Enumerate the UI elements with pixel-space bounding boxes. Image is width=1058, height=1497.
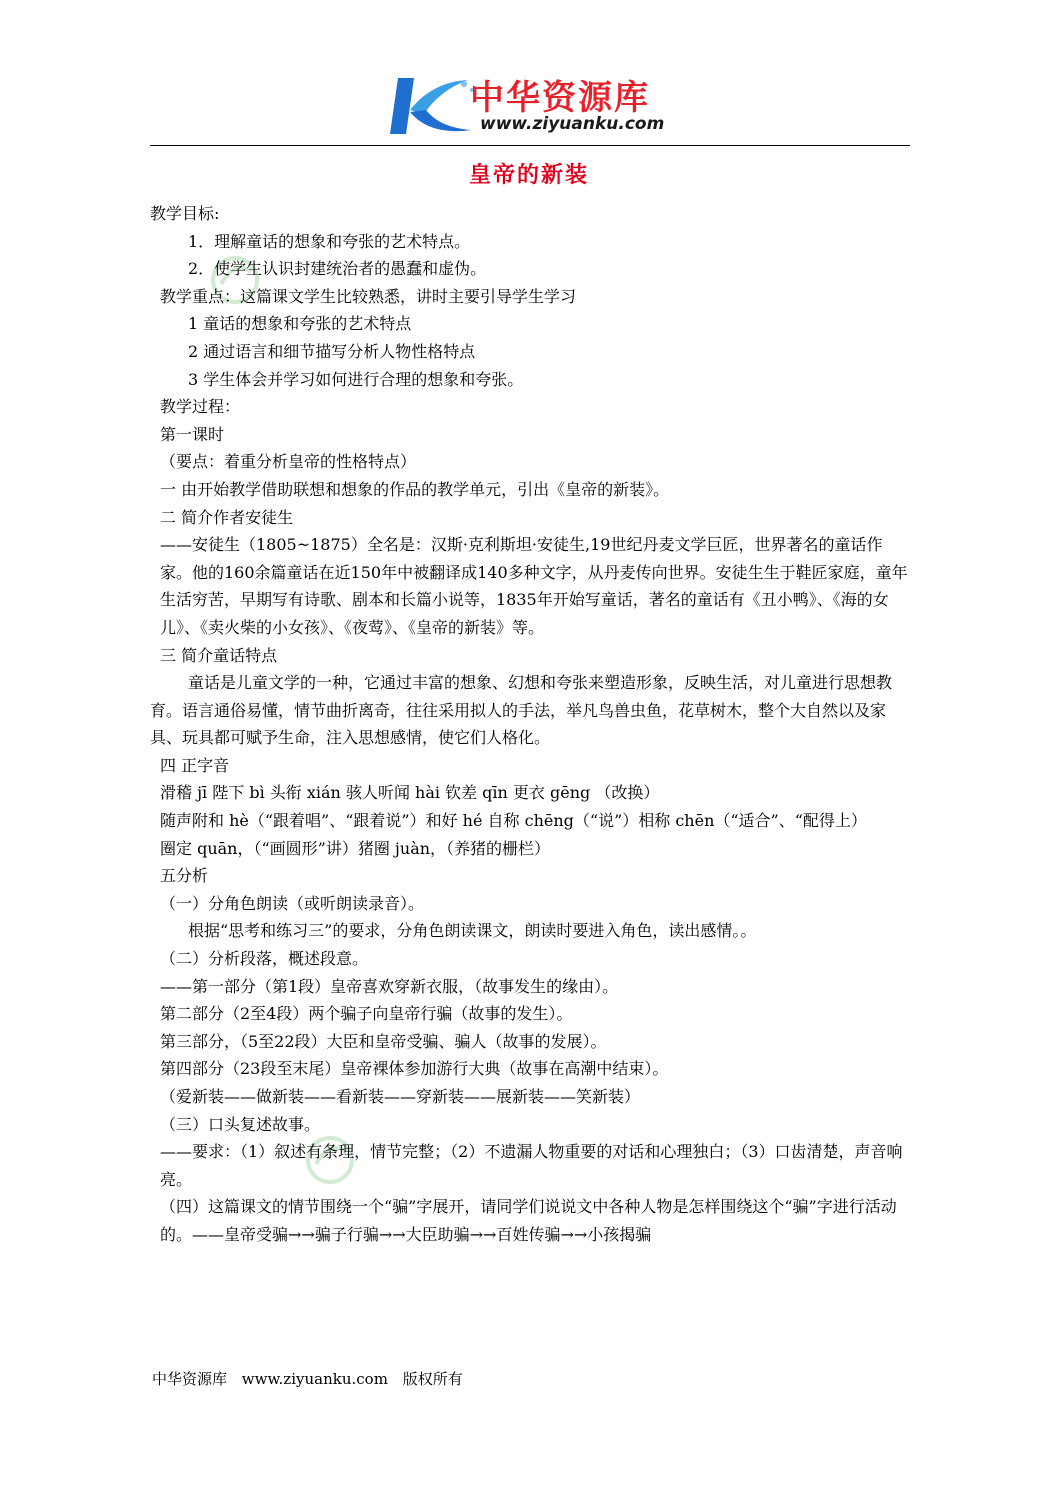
text-line: （二）分析段落，概述段意。 [160,949,369,969]
text-line: 1．理解童话的想象和夸张的艺术特点。 [188,231,471,251]
pronunciation-line: 随声附和 hè（“跟着唱”、“跟着说”）和好 hé 自称 chēng（“说”）相称 chēn（“适合”、“配得上） [160,811,867,831]
author-paragraph: ——安徒生（1805~1875）全名是：汉斯·克利斯坦·安徒生,19世纪丹麦文学巨匠，世界著名的童话作家。他的160余篇童话在近150年中被翻译成140多种文字，从丹麦传向世界。安徒生生于鞋匠家庭，童年生活穷苦，早期写有诗歌、剧本和长篇小说等，1835年开始写童话，著名的童话有《丑小鸭》、《海的女儿》、《卖火柴的小女孩》、《夜莺》、《皇帝的新装》等。 [160,535,908,637]
requirements-paragraph: ——要求：（1）叙述有条理，情节完整；（2）不遗漏人物重要的对话和心理独白；（3）口齿清楚，声音响亮。 [160,1142,903,1189]
text-line: 2．使学生认识封建统治者的愚蠢和虚伪。 [188,259,487,279]
text-line: 第三部分，（5至22段）大臣和皇帝受骗、骗人（故事的发展）。 [160,1031,607,1051]
text-line: 第一课时 [160,424,225,444]
text-line: 一 由开始教学借助联想和想象的作品的教学单元，引出《皇帝的新装》。 [160,479,670,499]
logo-k-mark-icon [380,70,480,142]
logo-url-text: www.ziyuanku.com [480,114,665,134]
text-line: 第二部分（2至4段）两个骗子向皇帝行骗（故事的发生）。 [160,1004,573,1024]
site-logo [380,70,680,142]
logo-brand-text: 中华资源库 [470,78,650,118]
text-line: 第四部分（23段至末尾）皇帝裸体参加游行大典（故事在高潮中结束）。 [160,1059,669,1079]
text-line: 教学重点：这篇课文学生比较熟悉，讲时主要引导学生学习 [160,286,577,306]
text-line: （要点：着重分析皇帝的性格特点） [160,452,417,472]
plot-paragraph: （四）这篇课文的情节围绕一个“骗”字展开，请同学们说说文中各种人物是怎样围绕这个“骗”字进行活动的。——皇帝受骗→→骗子行骗→→大臣助骗→→百姓传骗→→小孩揭骗 [160,1197,897,1244]
footer-rights: 版权所有 [402,1370,463,1388]
text-line: （一）分角色朗读（或听朗读录音）。 [160,893,425,913]
analysis-block [150,890,910,1138]
section-heading: 四 正字音 [160,755,230,775]
fairy-tale-paragraph: 童话是儿童文学的一种，它通过丰富的想象、幻想和夸张来塑造形象，反映生活，对儿童进行思想教育。语言通俗易懂，情节曲折离奇，往往采用拟人的手法，举凡鸟兽虫鱼，花草树木，整个大自然以及家具、玩具都可赋予生命，注入思想感情，使它们人格化。 [150,673,893,748]
section-heading: 五分析 [160,866,209,886]
document-body [150,200,910,1249]
text-line: 教学过程： [160,397,241,417]
text-line: （三）口头复述故事。 [160,1114,321,1134]
footer-url: www.ziyuanku.com [241,1370,388,1388]
document-title: 皇帝的新装 [468,162,589,188]
pronunciation-line: 滑稽 jī 陛下 bì 头衔 xián 骇人听闻 hài 钦差 qīn 更衣 gēng （改换） [160,783,660,803]
pronunciation-line: 圈定 quān，（“画圆形”讲）猪圈 juàn，（养猪的栅栏） [160,838,551,858]
page-footer [152,1368,473,1389]
text-line: 1 童话的想象和夸张的艺术特点 [188,314,412,334]
objectives-block [150,200,910,531]
footer-brand: 中华资源库 [152,1370,228,1388]
text-line: ——第一部分（第1段）皇帝喜欢穿新衣服，（故事发生的缘由）。 [160,976,619,996]
text-line: 二 简介作者安徒生 [160,507,294,527]
text-line: （爱新装——做新装——看新装——穿新装——展新装——笑新装） [160,1087,641,1106]
text-line: 3 学生体会并学习如何进行合理的想象和夸张。 [188,369,524,389]
text-line: 教学目标: [150,204,220,223]
text-line: 2 通过语言和细节描写分析人物性格特点 [188,341,476,361]
header-divider [150,145,910,146]
section-heading: 三 简介童话特点 [160,645,278,665]
text-line: 根据“思考和练习三”的要求，分角色朗读课文，朗读时要进入角色，读出感情。。 [188,921,757,941]
